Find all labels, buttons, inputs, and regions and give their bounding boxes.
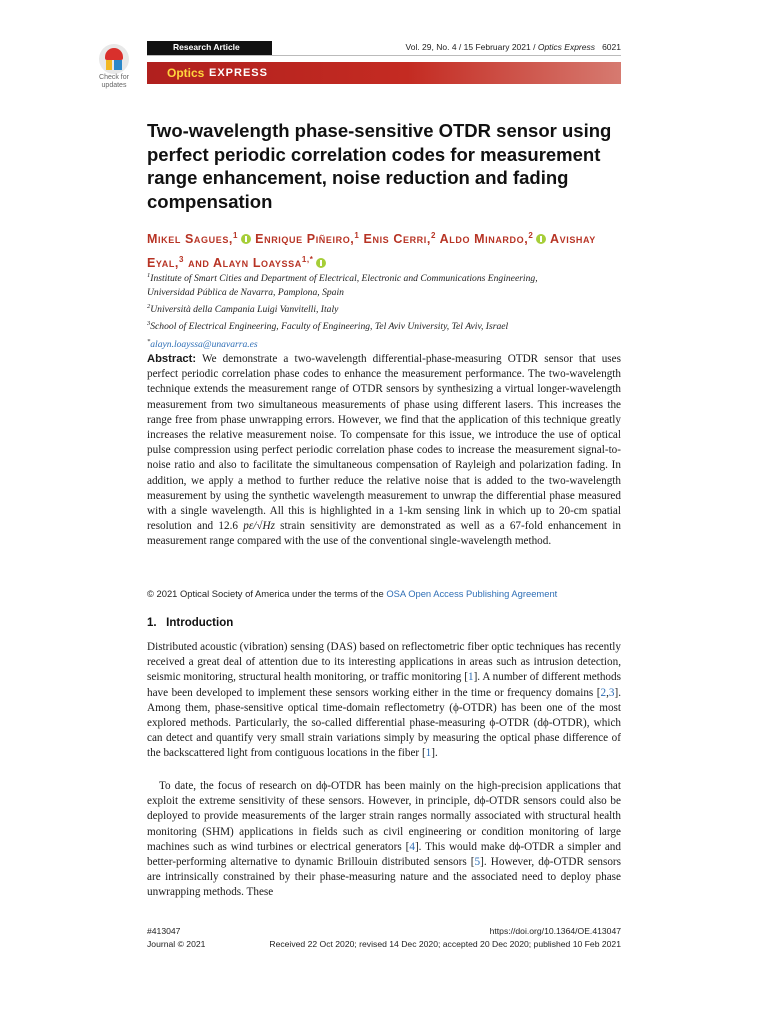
affil-mark: * [147, 337, 151, 345]
crossmark-line2: updates [101, 82, 127, 89]
affiliation-text: Università della Campania Luigi Vanvitelli, Italy [150, 304, 339, 316]
author-name: Alayn Loayssa [213, 255, 302, 270]
orcid-icon[interactable] [241, 234, 251, 244]
author-name: Enis Cerri, [363, 232, 431, 247]
affiliation-1-cont [147, 286, 621, 300]
citation-link[interactable]: 1 [425, 747, 432, 760]
affiliation-3 [147, 317, 621, 334]
author-name: Mikel Sagues, [147, 232, 234, 247]
citation-link[interactable]: 1 [467, 671, 474, 684]
journal-banner [147, 62, 621, 84]
affil-mark: 1 [147, 272, 151, 279]
journal-logo-part2: EXPRESS [209, 67, 268, 79]
author-affil-mark: 1,* [301, 254, 314, 264]
body-text: ]. Among them, phase-sensitive optical time-domain reflectometry (ϕ-OTDR) has been one of the most explored methods. Particularly, the so-called differential phase-measuring ϕ-OTDR (dϕ-OTDR), which can detect and quantify very small strain variations simply by measuring the optical phase difference of the backscattered light from contiguous locations in the fiber [ [147, 686, 621, 760]
volume-prefix: Vol. 29, No. 4 / 15 February 2021 / [405, 42, 538, 52]
author-conjunction: and [188, 255, 210, 270]
journal-copyright: Journal © 2021 [147, 939, 206, 949]
copyright-notice [147, 588, 621, 599]
body-text: Distributed acoustic (vibration) sensing (DAS) based on reflectometric fiber optic techniques has recently received a great deal of attention due to its interesting applications in areas such as intrusion detection, seismic monitoring, structural health monitoring, or traffic monitoring [ [147, 641, 621, 684]
citation-link[interactable]: 4 [409, 840, 415, 853]
body-text: , [606, 686, 609, 699]
author-affil-mark: 1 [354, 231, 360, 240]
affiliation-text: School of Electrical Engineering, Faculty of Engineering, Tel Aviv University, Tel Aviv, Israel [150, 321, 509, 333]
corresponding-email [147, 335, 621, 352]
author-name: Aldo Minardo, [439, 232, 529, 247]
author-affil-mark: 3 [178, 254, 185, 264]
citation-link[interactable]: 5 [474, 856, 481, 869]
author-name: Enrique Piñeiro, [255, 232, 355, 247]
author-affil-mark: 2 [528, 231, 534, 240]
article-type-label: Research Article [173, 42, 240, 52]
article-id: #413047 [147, 926, 181, 936]
body-text: To date, the focus of research on dϕ-OTDR has been mainly on the high-precision applications that exploit the extreme sensitivity of these sensors. However, in principle, dϕ-OTDR sensors could also be deployed to provide measurements of the larger strain ranges normally associated with structural health monitoring (SHM) applications in fields such as civil engineering or condition monitoring of large machines such as wind turbines or electrical generators [ [147, 780, 621, 853]
author-list [147, 226, 621, 273]
body-text: ]. [431, 747, 438, 760]
affiliations [147, 269, 621, 352]
crossmark-label [92, 74, 136, 90]
crossmark-line1: Check for [99, 74, 129, 81]
citation-link[interactable]: 3 [608, 686, 615, 699]
affil-mark: 3 [147, 320, 151, 328]
body-text: ]. This would make dϕ-OTDR a simpler and better-performing alternative to dynamic Brillouin distributed sensors [ [147, 840, 621, 869]
section-heading: 1. Introduction [147, 617, 234, 629]
journal-logo-part1: Optics [167, 66, 205, 80]
affiliation-text: Universidad Pública de Navarra, Pamplona, Spain [147, 287, 344, 299]
article-type-banner [147, 41, 272, 55]
journal-name: Optics Express [537, 42, 595, 52]
license-link[interactable]: OSA Open Access Publishing Agreement [386, 588, 558, 599]
strain-unit: pε/√Hz [243, 520, 275, 533]
orcid-icon[interactable] [316, 258, 326, 268]
header-rule [147, 55, 621, 56]
intro-paragraph-2 [147, 779, 621, 901]
copyright-text: © 2021 Optical Society of America under the terms of the [147, 588, 387, 599]
author-name: Avishay Eyal, [147, 232, 596, 270]
body-text: ]. However, dϕ-OTDR sensors are intrinsically constrained by their phase-measuring nature and the associated need to deploy phase unwrapping methods. These [147, 856, 621, 899]
affiliation-text: Institute of Smart Cities and Department of Electrical, Electronic and Communications Engineering, [150, 273, 538, 285]
author-affil-mark: 1 [233, 231, 239, 240]
volume-info [406, 42, 621, 52]
check-for-updates-badge[interactable] [92, 44, 136, 90]
abstract-text: We demonstrate a two-wavelength differential-phase-measuring OTDR sensor that uses perfect periodic correlation phase codes to enhance the measurement performance. The two-wavelength technique extends the measurement range of OTDR sensors by synthesizing a virtual longer-wavelength measurement from two simultaneous measurements of phase using different lasers. This increases the range free from phase unwrapping errors. However, we find that the application of this technique greatly increases the relative measurement noise. To compensate for this issue, we introduce the use of optical pulse compression using perfect periodic correlation phase codes to increase the measurement signal-to-noise ratio and also to facilitate the simultaneous compensation of Rayleigh and polarization fading. In addition, we apply a method to further reduce the relative noise that is added to the two-wavelength measurement by using the synthetic wavelength measurement to unwrap the differential phase measured with a single wavelength. All this is highlighted in a 1-km sensing link in which up to 20-cm spatial resolution and 12.6 [147, 353, 621, 533]
doi-link[interactable]: https://doi.org/10.1364/OE.413047 [489, 926, 621, 936]
abstract-text-end: strain sensitivity are demonstrated as well as a 67-fold enhancement in measurement range compared with the use of the conventional single-wavelength method. [147, 520, 621, 548]
orcid-icon[interactable] [536, 234, 546, 244]
author-affil-mark: 2 [430, 231, 437, 240]
abstract [147, 352, 621, 550]
affiliation-1 [147, 269, 621, 286]
page-number: 6021 [602, 42, 621, 52]
body-text: ]. A number of different methods have been developed to implement these sensors working either in the time or frequency domains [ [147, 671, 621, 699]
paper-title: Two-wavelength phase-sensitive OTDR sensor using perfect periodic correlation codes for measurement range enhancement, noise reduction and fading compensation [147, 120, 612, 212]
email-link[interactable]: alayn.loayssa@unavarra.es [150, 338, 258, 350]
publication-dates: Received 22 Oct 2020; revised 14 Dec 2020; accepted 20 Dec 2020; published 10 Feb 2021 [269, 939, 621, 949]
affiliation-2 [147, 300, 621, 317]
crossmark-icon [99, 44, 129, 74]
abstract-label: Abstract: [147, 353, 197, 365]
citation-link[interactable]: 2 [600, 686, 607, 699]
affil-mark: 2 [147, 303, 151, 311]
intro-paragraph-1 [147, 640, 621, 762]
